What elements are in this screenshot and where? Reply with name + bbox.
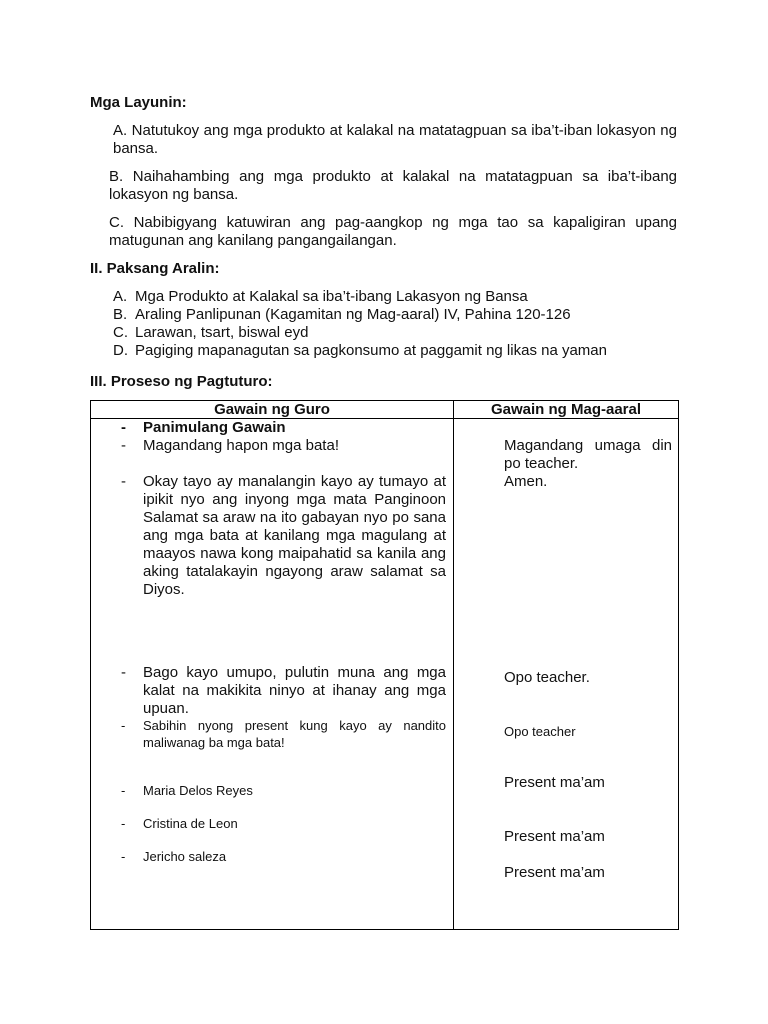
student-name: Maria Delos Reyes (143, 783, 253, 798)
bullet-dash: - (121, 816, 126, 831)
list-marker: C. (113, 324, 128, 341)
subject-heading: II. Paksang Aralin: (90, 260, 220, 277)
list-text: Larawan, tsart, biswal eyd (135, 324, 309, 341)
student-cell (454, 419, 679, 930)
list-marker: D. (113, 342, 128, 359)
student-response: Opo teacher. (504, 669, 590, 686)
bullet-dash: - (121, 664, 126, 681)
bullet-dash: - (121, 849, 126, 864)
teacher-cell (91, 419, 454, 930)
list-marker: B. (113, 306, 128, 323)
teacher-column-header: Gawain ng Guro (91, 401, 454, 419)
table-row (91, 419, 679, 930)
list-text: Pagiging mapanagutan sa pagkonsumo at paggamit ng likas na yaman (135, 342, 607, 359)
teacher-line: Sabihin nyong present kung kayo ay nandito maliwanag ba mga bata! (143, 718, 446, 750)
student-response: Present ma’am (504, 828, 605, 845)
teacher-line: Okay tayo ay manalangin kayo ay tumayo at ipikit nyo ang inyong mga mata Panginoon Salamat sa araw na ito gabayan nyo po sana ang mga bata at kanilang mga magulang at maayos nawa kong maipahatid sa kanila ang aking tatalakayin ngayong araw salamat sa Diyos. (143, 473, 446, 598)
objective-c: C. Nabibigyang katuwiran ang pag-aangkop ng mga tao sa kapaligiran upang matugunan ang kanilang pangangailangan. (109, 214, 677, 249)
bullet-dash: - (121, 419, 126, 436)
student-response: Present ma’am (504, 864, 605, 881)
student-response: Present ma’am (504, 774, 605, 791)
student-name: Jericho saleza (143, 849, 227, 864)
list-text: Mga Produkto at Kalakal sa iba’t-ibang Lakasyon ng Bansa (135, 288, 528, 305)
student-response: Amen. (504, 473, 548, 490)
lesson-table (90, 400, 679, 930)
bullet-dash: - (121, 437, 126, 454)
teacher-line: Panimulang Gawain (143, 419, 286, 436)
list-text: Araling Panlipunan (Kagamitan ng Mag-aaral) IV, Pahina 120-126 (135, 306, 571, 323)
bullet-dash: - (121, 473, 126, 490)
list-marker: A. (113, 288, 128, 305)
bullet-dash: - (121, 783, 126, 798)
process-heading: III. Proseso ng Pagtuturo: (90, 373, 273, 390)
teacher-line: Magandang hapon mga bata! (143, 437, 339, 454)
objectives-heading: Mga Layunin: (90, 94, 187, 111)
objective-a: A. Natutukoy ang mga produkto at kalakal na matatagpuan sa iba’t-iban lokasyon ng bansa. (113, 122, 677, 157)
teacher-line: Bago kayo umupo, pulutin muna ang mga kalat na makikita ninyo at ihanay ang mga upuan. (143, 664, 446, 717)
student-response: Magandang umaga din po teacher. (504, 437, 672, 472)
bullet-dash: - (121, 718, 126, 733)
student-response: Opo teacher (504, 724, 576, 739)
table-header-row (91, 401, 679, 419)
objective-b: B. Naihahambing ang mga produkto at kalakal na matatagpuan sa iba’t-ibang lokasyon ng bansa. (109, 168, 677, 203)
student-column-header: Gawain ng Mag-aaral (454, 401, 679, 419)
student-name: Cristina de Leon (143, 816, 238, 831)
